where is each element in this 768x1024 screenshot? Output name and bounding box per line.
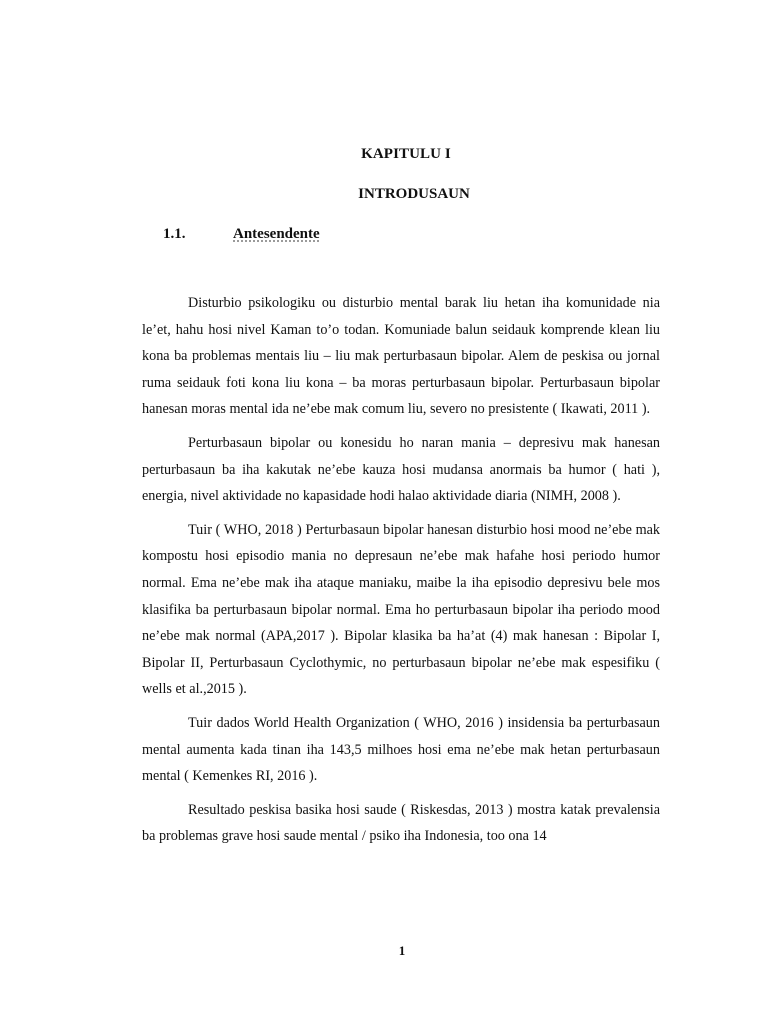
paragraph: Tuir ( WHO, 2018 ) Perturbasaun bipolar hanesan disturbio hosi mood ne’ebe mak kompostu hosi episodio mania no depresaun ne’ebe mak hafahe hosi periodo humor normal. Ema ne’ebe mak iha ataque maniaku, maibe la iha episodio depresivu bele mos klasifika ba perturbasaun bipolar normal. Ema ho perturbasaun bipolar iha periodo mood ne’ebe mak normal (APA,2017 ). Bipolar klasika ba ha’at (4) mak hanesan : Bipolar I, Bipolar II, Perturbasaun Cyclothymic, no perturbasaun bipolar ne’ebe mak espesifiku ( wells et al.,2015 ). <box>142 521 660 698</box>
paragraph: Disturbio psikologiku ou disturbio mental barak liu hetan iha komunidade nia le’et, hahu hosi nivel Kaman to’o todan. Komuniade balun seidauk komprende klean liu kona ba problemas mentais liu – liu mak perturbasaun bipolar. Alem de peskisa ou jornal ruma seidauk foti kona liu kona – ba moras perturbasaun bipolar. Perturbasaun bipolar hanesan moras mental ida ne’ebe mak comum liu, severo no presistente ( Ikawati, 2011 ). <box>142 295 660 418</box>
section-name: Antesendente <box>233 226 320 242</box>
paragraph: Tuir dados World Health Organization ( WHO, 2016 ) insidensia ba perturbasaun mental aumenta kada tinan iha 143,5 milhoes hosi ema ne’ebe mak hetan perturbasaun mental ( Kemenkes RI, 2016 ). <box>142 714 660 785</box>
paragraph: Resultado peskisa basika hosi saude ( Riskesdas, 2013 ) mostra katak prevalensia ba problemas grave hosi saude mental / psiko iha Indonesia, too ona 14 <box>142 801 660 845</box>
page-number: 1 <box>398 943 406 958</box>
paragraph: Perturbasaun bipolar ou konesidu ho naran mania – depresivu mak hanesan perturbasaun ba iha kakutak ne’ebe kauza hosi mudansa anormais ba humor ( hati ), energia, nivel aktividade no kapasidade hodi halao aktividade diaria (NIMH, 2008 ). <box>142 434 660 505</box>
chapter-title: INTRODUSAUN <box>358 186 470 202</box>
chapter-heading: KAPITULU I <box>361 146 451 162</box>
body-text <box>142 290 660 857</box>
section-number: 1.1. <box>163 226 186 242</box>
section-heading <box>163 226 320 243</box>
